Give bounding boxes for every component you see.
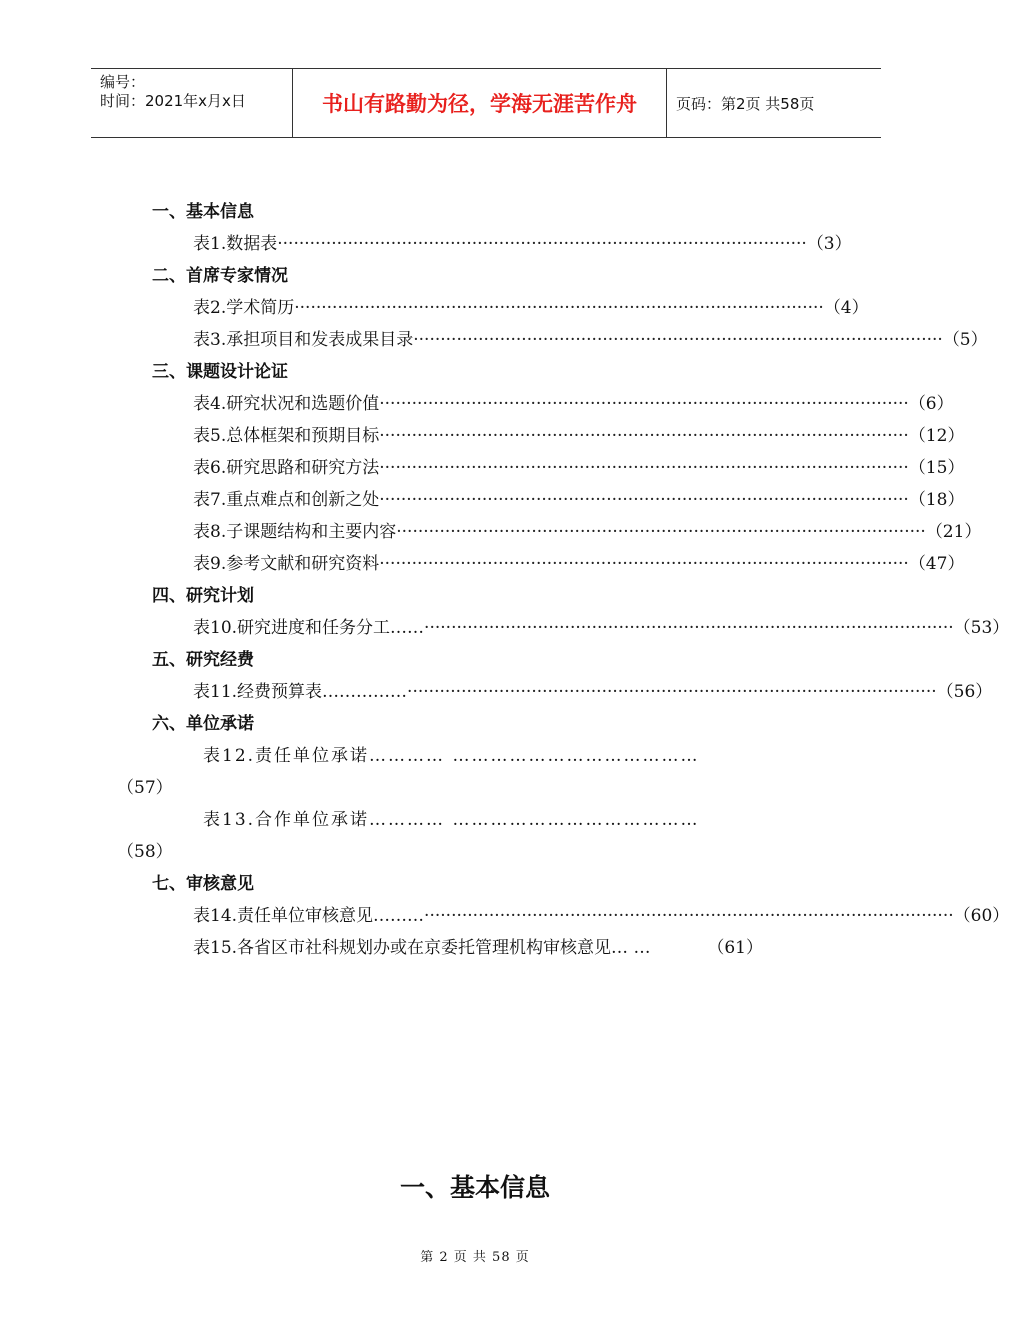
toc-section: 一、基本信息	[152, 202, 254, 222]
header-page-label: 页码：第2页 共58页	[676, 94, 815, 113]
toc-entry[interactable]: 表7.重点难点和创新之处 ·································································································· （18）	[193, 490, 965, 510]
toc-entry[interactable]: 表5.总体框架和预期目标 ·································································································· （12）	[193, 426, 965, 446]
toc-entry[interactable]: 表8.子课题结构和主要内容 ·································································································· （21）	[193, 522, 982, 542]
toc-entry[interactable]: 表6.研究思路和研究方法 ·································································································· （15）	[193, 458, 965, 478]
toc-section: 二、首席专家情况	[152, 266, 288, 286]
toc-section: 六、单位承诺	[152, 714, 254, 734]
page-header	[91, 68, 881, 138]
toc-entry[interactable]: 表3.承担项目和发表成果目录 ·································································································· （5）	[193, 330, 988, 350]
toc-section: 五、研究经费	[152, 650, 254, 670]
toc-entry[interactable]: 表15.各省区市社科规划办或在京委托管理机构审核意见… … （61）	[193, 938, 763, 958]
section-title: 一、基本信息	[399, 1173, 550, 1202]
header-meta	[91, 69, 292, 137]
toc-entry[interactable]: 表13.合作单位承诺………… …………………………………	[203, 810, 700, 830]
toc-entry[interactable]: 表10.研究进度和任务分工…… ·································································································· （53）	[193, 618, 1009, 638]
toc-section: 四、研究计划	[152, 586, 254, 606]
toc-entry[interactable]: 表2.学术简历 ·································································································· （4）	[193, 298, 869, 318]
toc-entry[interactable]: 表9.参考文献和研究资料 ·································································································· （47）	[193, 554, 965, 574]
toc-entry[interactable]: 表1.数据表 ·································································································· （3）	[193, 234, 852, 254]
toc-entry[interactable]: 表14.责任单位审核意见……… ·································································································· （60）	[193, 906, 1009, 926]
toc-section: 三、课题设计论证	[152, 362, 288, 382]
toc-section: 七、审核意见	[152, 874, 254, 894]
header-motto: 书山有路勤为径，学海无涯苦作舟	[292, 69, 667, 137]
page-footer: 第 2 页 共 58 页	[420, 1250, 530, 1265]
toc-entry[interactable]: 表12.责任单位承诺………… …………………………………	[203, 746, 700, 766]
time-label: 时间：2021年x月x日	[100, 92, 246, 110]
toc-entry[interactable]: 表4.研究状况和选题价值 ·································································································· （6）	[193, 394, 954, 414]
toc-entry[interactable]: 表11.经费预算表…………… ·································································································· （56）	[193, 682, 993, 702]
number-label: 编号：	[100, 73, 146, 91]
toc-entry-page: （58）	[117, 842, 173, 862]
toc-entry-page: （57）	[117, 778, 173, 798]
